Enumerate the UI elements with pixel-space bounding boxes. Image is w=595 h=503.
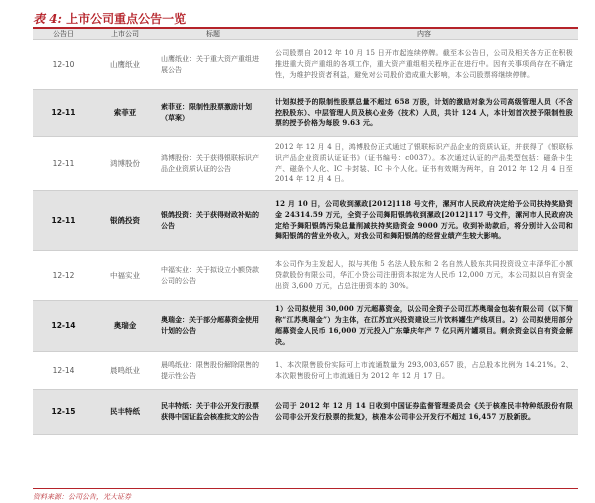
row-date: 12-10 (33, 40, 94, 90)
header-title: 标题 (156, 29, 270, 40)
header-date: 公告日 (33, 29, 94, 40)
row-date: 12-14 (33, 352, 94, 390)
row-date: 12-11 (33, 191, 94, 251)
row-title: 晨鸣纸业：限售股份解除限售的提示性公告 (156, 352, 270, 390)
row-company: 奥瑞金 (94, 301, 156, 352)
row-title: 民丰特纸：关于非公开发行股票获得中国证监会核准批文的公告 (156, 390, 270, 435)
announcement-table (33, 29, 578, 487)
row-company: 索菲亚 (94, 90, 156, 137)
table-title (33, 10, 186, 27)
row-content: 本公司作为主发起人，拟与其他 5 名法人股东和 2 名自然人股东共同投资设立丰泽华汇小额贷款股份有限公司，华汇小贷公司注册资本拟定为人民币 12,000 万元，本公司拟以自有资金出资 3,600 万元，占总注册资本的 30%。 (270, 251, 578, 301)
header-content: 内容 (270, 29, 578, 40)
row-content: 12 月 10 日，公司收到漯政[2012]118 号文件，漯河市人民政府决定给予公司扶持奖励资金 24314.59 万元，全资子公司舞阳银鸽收到漯政[2012]117 号文件，漯河市人民政府决定给予舞阳银鸽污染总量削减扶持奖励资金 9000 万元。收到补助款后，将分别计入公司和舞阳银鸽的营业外收入，对我公司和舞阳银鸽的经营业绩产生较大影响。 (270, 191, 578, 251)
row-content: 计划拟授予的限制性股票总量不超过 658 万股，计划的激励对象为公司高级管理人员（不含控股股东）、中层管理人员及核心业务（技术）人员，共计 124 人，本计划首次授予限制性股票的授予价格为每股 9.63 元。 (270, 90, 578, 137)
row-title: 山鹰纸业：关于重大资产重组进展公告 (156, 40, 270, 90)
row-content: 公司于 2012 年 12 月 14 日收到中国证券监督管理委员会《关于核准民丰特种纸股份有限公司非公开发行股票的批复》，核准本公司非公开发行不超过 16,457 万股新股。 (270, 390, 578, 435)
header-company: 上市公司 (94, 29, 156, 40)
row-title: 鸿博股份：关于获得银联标识产品企业资质认证的公告 (156, 137, 270, 191)
row-title: 索菲亚：限制性股票激励计划（草案） (156, 90, 270, 137)
row-title: 银鸽投资：关于获得财政补贴的公告 (156, 191, 270, 251)
row-company: 民丰特纸 (94, 390, 156, 435)
row-date: 12-11 (33, 137, 94, 191)
bottom-rule (33, 488, 578, 489)
row-content: 公司股票自 2012 年 10 月 15 日开市起连续停牌。截至本公告日，公司及相关各方正在积极推进重大资产重组的各项工作，重大资产重组相关程序正在进行中。因有关事项尚存在不确定性，为维护投资者利益，避免对公司股价造成重大影响，本公司股票将继续停牌。 (270, 40, 578, 90)
row-date: 12-15 (33, 390, 94, 435)
row-title: 奥瑞金：关于部分超募资金使用计划的公告 (156, 301, 270, 352)
row-company: 山鹰纸业 (94, 40, 156, 90)
row-date: 12-12 (33, 251, 94, 301)
table-title-text: 上市公司重点公告一览 (66, 12, 187, 26)
row-company: 晨鸣纸业 (94, 352, 156, 390)
row-title: 中福实业：关于拟设立小额贷款公司的公告 (156, 251, 270, 301)
table-number: 表 4: (33, 12, 62, 26)
source-note: 资料来源：公司公告，光大证券 (33, 493, 131, 501)
row-content: 1）公司拟使用 30,000 万元超募资金，以公司全资子公司江苏奥瑞金包装有限公司（以下简称“江苏奥瑞金”）为主体，在江苏宜兴投资建设三片饮料罐生产线项目。2）公司拟使用部分超募资金人民币 16,000 万元投入广东肇庆年产 7 亿只两片罐项目。剩余资金以自有资金解决。 (270, 301, 578, 352)
row-date: 12-11 (33, 90, 94, 137)
row-company: 鸿博股份 (94, 137, 156, 191)
row-date: 12-14 (33, 301, 94, 352)
row-company: 中福实业 (94, 251, 156, 301)
row-content: 2012 年 12 月 4 日，鸿博股份正式通过了银联标识产品企业的资质认证，并获得了《银联标识产品企业资质认证证书》（证书编号：c0037）。本次通过认证的产品类型包括：磁条卡生产、磁条个人化、IC 卡封装、IC 卡个人化。证书有效期为两年，自 2012 年 12 月 4 日至 2014 年 12 月 4 日。 (270, 137, 578, 191)
row-company: 银鸽投资 (94, 191, 156, 251)
row-content: 1、本次限售股份实际可上市流通数量为 293,003,657 股，占总股本比例为 14.21%。2、本次限售股份可上市流通日为 2012 年 12 月 17 日。 (270, 352, 578, 390)
